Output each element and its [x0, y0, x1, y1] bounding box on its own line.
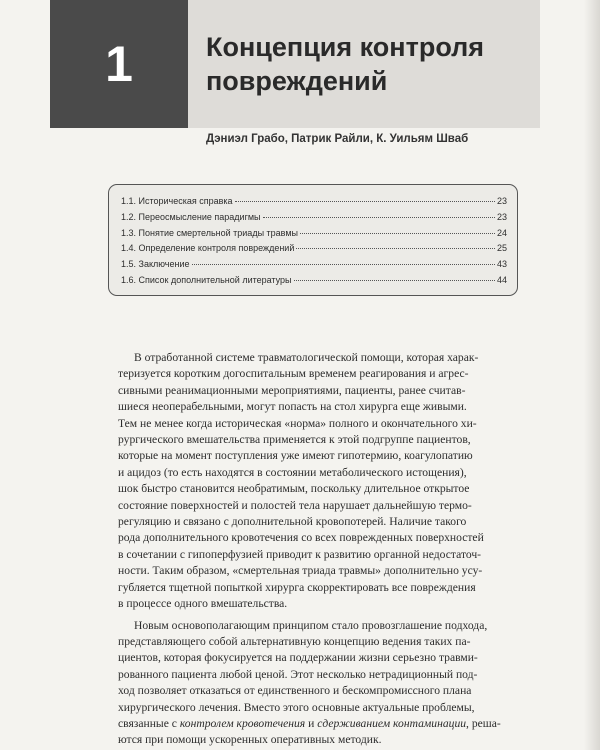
toc-entry-label: 1.1. Историческая справка — [121, 196, 233, 206]
toc-entry[interactable] — [121, 196, 507, 212]
toc-entry[interactable] — [121, 275, 507, 291]
toc-entry-label: 1.4. Определение контроля повреждений — [121, 243, 295, 254]
paragraph-1 — [118, 350, 518, 613]
text-line: в процессе одного вмешательства. — [118, 597, 288, 611]
text-line: ются при помощи ускоренных оперативных методик. — [118, 733, 382, 747]
toc-leader-dots — [235, 201, 495, 202]
toc-entry-label: 1.6. Список дополнительной литературы — [121, 274, 292, 285]
text-line: губляется тщетной попыткой хирурга скорректировать все повреждения — [118, 580, 476, 594]
chapter-title-line-1: Концепция контроля — [206, 32, 485, 62]
text-line: теризуется коротким догоспитальным временем реагирования и агрес- — [118, 367, 469, 381]
toc-entry[interactable] — [121, 259, 507, 275]
chapter-number: 1 — [105, 36, 133, 92]
emphasis-text: контролем кровотечения — [179, 716, 306, 730]
toc-leader-dots — [300, 233, 495, 234]
text-line: шок быстро становится необратимым, поскольку длительное открытое — [118, 482, 470, 496]
toc-entry-page: 24 — [496, 227, 507, 238]
toc-leader-dots — [263, 217, 495, 218]
toc-entry-page: 25 — [496, 243, 507, 254]
text-line: состояние поверхностей и полостей тела нарушает дальнейшую термо- — [118, 498, 472, 512]
chapter-body — [118, 350, 518, 749]
text-line: регуляцию и связано с дополнительной кровопотерей. Наличие такого — [118, 515, 467, 529]
text-line: рованного пациента любой ценой. Этот несколько нетрадиционный под- — [118, 667, 478, 681]
toc-entry[interactable] — [121, 212, 507, 228]
emphasis-text: сдерживанием контаминации — [317, 716, 467, 730]
text-line: В отработанной системе травматологической помощи, которая харак- — [134, 351, 479, 364]
text-line: ности. Таким образом, «смертельная триада травмы» дополнительно усу- — [118, 564, 483, 578]
text-line: ход позволяет отказаться от единственного и бескомпромиссного плана — [118, 684, 472, 698]
toc-entry-label: 1.2. Переосмысление парадигмы — [121, 211, 261, 222]
text-line: представляющего собой альтернативную концепцию ведения таких па- — [118, 634, 471, 648]
text-line: Тем не менее когда историческая «норма» полного и окончательного хи- — [118, 416, 477, 430]
text-line: Новым основополагающим принципом стало провозглашение подхода, — [134, 618, 488, 632]
text-line: и ацидоз (то есть находятся в состоянии метаболического истощения), — [118, 465, 467, 479]
chapter-title-line-2: повреждений — [206, 66, 388, 96]
toc-entry-label: 1.5. Заключение — [121, 259, 190, 270]
toc-entry-page: 43 — [496, 259, 507, 270]
page-edge-shadow — [584, 0, 600, 750]
chapter-number-box — [50, 0, 188, 128]
table-of-contents — [108, 184, 518, 296]
text-fragment: и — [305, 716, 318, 730]
toc-entry-page: 23 — [496, 211, 507, 222]
chapter-authors: Дэниэл Грабо, Патрик Райли, К. Уильям Шваб — [206, 133, 469, 145]
toc-entry-page: 23 — [496, 196, 507, 206]
text-fragment: связанные с — [118, 716, 180, 730]
text-line: которые на момент поступления уже имеют гипотермию, коагулопатию — [118, 449, 473, 463]
toc-entry-page: 44 — [496, 274, 507, 285]
toc-leader-dots — [296, 248, 495, 249]
text-fragment: , реша- — [466, 716, 501, 730]
text-line: в сочетании с гипоперфузией приводит к развитию органной недостаточ- — [118, 547, 482, 561]
text-line: шиеся неоперабельными, могут попасть на стол хирурга еще живыми. — [118, 400, 467, 414]
toc-entry[interactable] — [121, 243, 507, 259]
chapter-title — [206, 30, 526, 98]
toc-leader-dots — [192, 264, 495, 265]
text-line: сивными реанимационными мероприятиями, пациенты, ранее считав- — [118, 383, 466, 397]
toc-entry-label: 1.3. Понятие смертельной триады травмы — [121, 227, 299, 238]
paragraph-2 — [118, 618, 518, 749]
toc-entry[interactable] — [121, 228, 507, 244]
toc-leader-dots — [294, 280, 495, 281]
text-line: рода дополнительного кровотечения со всех поврежденных поверхностей — [118, 531, 484, 545]
text-line: хирургического лечения. Вместо этого основные актуальные проблемы, — [118, 700, 475, 714]
text-line: рургического вмешательства применяется к этой подгруппе пациентов, — [118, 433, 471, 447]
text-line: циентов, которая фокусируется на поддержании жизни серьезно травми- — [118, 651, 478, 665]
